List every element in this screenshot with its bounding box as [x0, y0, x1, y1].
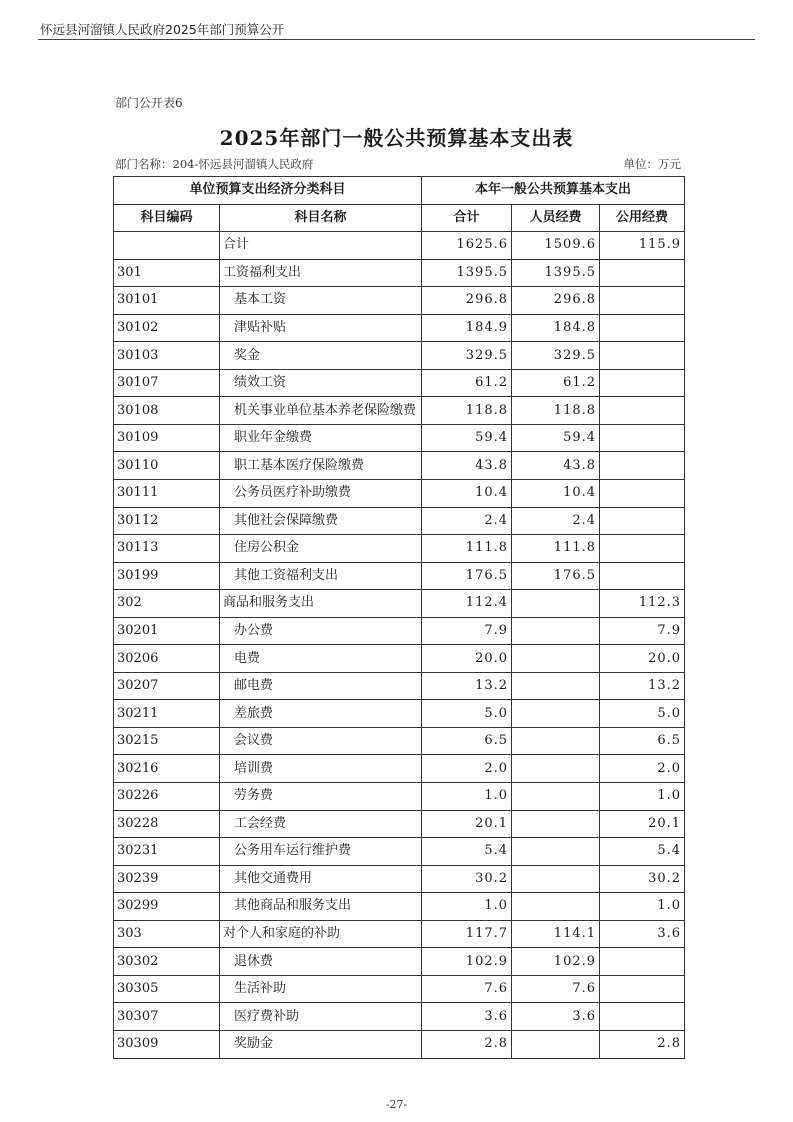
row-name: 津贴补贴: [220, 314, 422, 342]
row-code: 30111: [114, 480, 220, 508]
row-code: 30113: [114, 535, 220, 563]
table-row: [114, 948, 685, 976]
row-total: 117.7: [422, 920, 512, 948]
row-public: [600, 342, 685, 370]
table-row: [114, 617, 685, 645]
row-total: 3.6: [422, 1003, 512, 1031]
row-total: 176.5: [422, 562, 512, 590]
row-personnel: 3.6: [512, 1003, 600, 1031]
row-public: 5.0: [600, 700, 685, 728]
header-group-classification: 单位预算支出经济分类科目: [114, 177, 422, 205]
row-code: 30107: [114, 369, 220, 397]
row-public: [600, 948, 685, 976]
row-name: 奖励金: [220, 1030, 422, 1058]
row-public: 6.5: [600, 727, 685, 755]
row-personnel: 59.4: [512, 424, 600, 452]
row-public: 115.9: [600, 232, 685, 260]
row-name: 合计: [220, 232, 422, 260]
row-personnel: 61.2: [512, 369, 600, 397]
row-total: 118.8: [422, 397, 512, 425]
row-total: 1.0: [422, 783, 512, 811]
table-row: [114, 700, 685, 728]
row-name: 其他工资福利支出: [220, 562, 422, 590]
row-public: [600, 424, 685, 452]
row-code: 30305: [114, 975, 220, 1003]
row-personnel: [512, 700, 600, 728]
header-divider: [38, 39, 755, 40]
row-public: [600, 975, 685, 1003]
table-row: [114, 452, 685, 480]
row-personnel: [512, 838, 600, 866]
row-code: 30110: [114, 452, 220, 480]
row-public: [600, 535, 685, 563]
row-code: 30207: [114, 672, 220, 700]
row-public: 2.8: [600, 1030, 685, 1058]
table-row: [114, 314, 685, 342]
row-personnel: [512, 810, 600, 838]
table-row: [114, 755, 685, 783]
row-public: 13.2: [600, 672, 685, 700]
row-total: 5.0: [422, 700, 512, 728]
row-personnel: [512, 590, 600, 618]
table-row: [114, 424, 685, 452]
running-header: 怀远县河溜镇人民政府2025年部门预算公开: [40, 22, 285, 37]
row-personnel: 118.8: [512, 397, 600, 425]
row-code: 30108: [114, 397, 220, 425]
row-total: 61.2: [422, 369, 512, 397]
row-name: 住房公积金: [220, 535, 422, 563]
row-personnel: [512, 1030, 600, 1058]
row-total: 2.0: [422, 755, 512, 783]
table-row: [114, 369, 685, 397]
row-personnel: [512, 865, 600, 893]
row-code: 30112: [114, 507, 220, 535]
row-personnel: [512, 617, 600, 645]
row-total: 13.2: [422, 672, 512, 700]
row-total: 184.9: [422, 314, 512, 342]
row-name: 会议费: [220, 727, 422, 755]
row-total: 102.9: [422, 948, 512, 976]
row-code: 30201: [114, 617, 220, 645]
row-name: 公务用车运行维护费: [220, 838, 422, 866]
header-total: 合计: [422, 204, 512, 232]
row-public: [600, 1003, 685, 1031]
row-personnel: 7.6: [512, 975, 600, 1003]
row-personnel: [512, 645, 600, 673]
row-name: 对个人和家庭的补助: [220, 920, 422, 948]
row-code: 30102: [114, 314, 220, 342]
row-personnel: 176.5: [512, 562, 600, 590]
row-name: 机关事业单位基本养老保险缴费: [220, 397, 422, 425]
row-code: 30216: [114, 755, 220, 783]
row-total: 2.4: [422, 507, 512, 535]
row-public: [600, 452, 685, 480]
row-personnel: 111.8: [512, 535, 600, 563]
row-code: 30239: [114, 865, 220, 893]
row-name: 商品和服务支出: [220, 590, 422, 618]
table-row: [114, 1030, 685, 1058]
table-row: [114, 535, 685, 563]
table-row: [114, 397, 685, 425]
row-public: [600, 259, 685, 287]
table-row: [114, 865, 685, 893]
row-code: 30101: [114, 287, 220, 315]
table-row: [114, 232, 685, 260]
row-total: 7.6: [422, 975, 512, 1003]
row-total: 112.4: [422, 590, 512, 618]
table-row: [114, 838, 685, 866]
unit-label: 单位：万元: [623, 157, 681, 171]
table-row: [114, 783, 685, 811]
row-name: 电费: [220, 645, 422, 673]
row-total: 1395.5: [422, 259, 512, 287]
row-name: 职业年金缴费: [220, 424, 422, 452]
row-public: 1.0: [600, 783, 685, 811]
table-row: [114, 672, 685, 700]
row-code: 30228: [114, 810, 220, 838]
row-name: 退休费: [220, 948, 422, 976]
row-public: [600, 397, 685, 425]
budget-table: [113, 176, 685, 1059]
row-total: 10.4: [422, 480, 512, 508]
table-row: [114, 1003, 685, 1031]
row-code: 303: [114, 920, 220, 948]
row-name: 职工基本医疗保险缴费: [220, 452, 422, 480]
row-total: 2.8: [422, 1030, 512, 1058]
row-public: 5.4: [600, 838, 685, 866]
row-code: 30309: [114, 1030, 220, 1058]
header-code: 科目编码: [114, 204, 220, 232]
row-public: 2.0: [600, 755, 685, 783]
row-personnel: [512, 755, 600, 783]
row-code: [114, 232, 220, 260]
row-personnel: [512, 727, 600, 755]
table-row: [114, 590, 685, 618]
row-public: [600, 287, 685, 315]
table-row: [114, 480, 685, 508]
row-code: 30109: [114, 424, 220, 452]
row-name: 差旅费: [220, 700, 422, 728]
table-row: [114, 893, 685, 921]
row-total: 20.0: [422, 645, 512, 673]
row-public: 3.6: [600, 920, 685, 948]
row-personnel: 114.1: [512, 920, 600, 948]
table-row: [114, 810, 685, 838]
row-code: 301: [114, 259, 220, 287]
row-personnel: 329.5: [512, 342, 600, 370]
row-personnel: 102.9: [512, 948, 600, 976]
row-public: [600, 562, 685, 590]
row-total: 111.8: [422, 535, 512, 563]
row-total: 30.2: [422, 865, 512, 893]
row-total: 296.8: [422, 287, 512, 315]
row-personnel: 1395.5: [512, 259, 600, 287]
row-total: 1625.6: [422, 232, 512, 260]
row-name: 工资福利支出: [220, 259, 422, 287]
row-public: [600, 480, 685, 508]
row-personnel: [512, 672, 600, 700]
table-row: [114, 259, 685, 287]
row-code: 30226: [114, 783, 220, 811]
page-number: -27-: [385, 1098, 408, 1111]
row-public: [600, 507, 685, 535]
row-code: 30103: [114, 342, 220, 370]
row-total: 6.5: [422, 727, 512, 755]
row-name: 其他交通费用: [220, 865, 422, 893]
table-row: [114, 507, 685, 535]
table-row: [114, 645, 685, 673]
row-public: [600, 314, 685, 342]
row-name: 基本工资: [220, 287, 422, 315]
row-name: 医疗费补助: [220, 1003, 422, 1031]
row-name: 其他商品和服务支出: [220, 893, 422, 921]
row-name: 生活补助: [220, 975, 422, 1003]
row-name: 其他社会保障缴费: [220, 507, 422, 535]
row-personnel: 2.4: [512, 507, 600, 535]
row-code: 30199: [114, 562, 220, 590]
table-row: [114, 975, 685, 1003]
row-code: 30206: [114, 645, 220, 673]
header-group-basic-expenditure: 本年一般公共预算基本支出: [422, 177, 685, 205]
row-public: [600, 369, 685, 397]
row-code: 30299: [114, 893, 220, 921]
row-personnel: 184.8: [512, 314, 600, 342]
row-name: 工会经费: [220, 810, 422, 838]
row-code: 30211: [114, 700, 220, 728]
row-name: 劳务费: [220, 783, 422, 811]
table-row: [114, 920, 685, 948]
row-code: 30302: [114, 948, 220, 976]
row-name: 培训费: [220, 755, 422, 783]
header-name: 科目名称: [220, 204, 422, 232]
table-row: [114, 562, 685, 590]
table-row: [114, 287, 685, 315]
row-code: 30307: [114, 1003, 220, 1031]
row-total: 1.0: [422, 893, 512, 921]
row-name: 公务员医疗补助缴费: [220, 480, 422, 508]
row-total: 59.4: [422, 424, 512, 452]
department-name: 部门名称：204-怀远县河溜镇人民政府: [115, 157, 314, 171]
row-name: 绩效工资: [220, 369, 422, 397]
table-number: 部门公开表6: [115, 96, 183, 110]
table-row: [114, 727, 685, 755]
row-total: 5.4: [422, 838, 512, 866]
row-total: 329.5: [422, 342, 512, 370]
row-public: 30.2: [600, 865, 685, 893]
row-code: 30231: [114, 838, 220, 866]
row-public: 112.3: [600, 590, 685, 618]
page-title: 2025年部门一般公共预算基本支出表: [219, 126, 574, 150]
header-personnel: 人员经费: [512, 204, 600, 232]
row-public: 1.0: [600, 893, 685, 921]
header-public: 公用经费: [600, 204, 685, 232]
table-row: [114, 342, 685, 370]
row-public: 20.0: [600, 645, 685, 673]
row-personnel: 296.8: [512, 287, 600, 315]
row-total: 43.8: [422, 452, 512, 480]
row-public: 20.1: [600, 810, 685, 838]
row-code: 30215: [114, 727, 220, 755]
row-personnel: 43.8: [512, 452, 600, 480]
row-total: 7.9: [422, 617, 512, 645]
row-name: 邮电费: [220, 672, 422, 700]
row-personnel: 10.4: [512, 480, 600, 508]
row-personnel: [512, 783, 600, 811]
row-code: 302: [114, 590, 220, 618]
row-total: 20.1: [422, 810, 512, 838]
row-name: 办公费: [220, 617, 422, 645]
row-personnel: [512, 893, 600, 921]
row-name: 奖金: [220, 342, 422, 370]
row-personnel: 1509.6: [512, 232, 600, 260]
row-public: 7.9: [600, 617, 685, 645]
